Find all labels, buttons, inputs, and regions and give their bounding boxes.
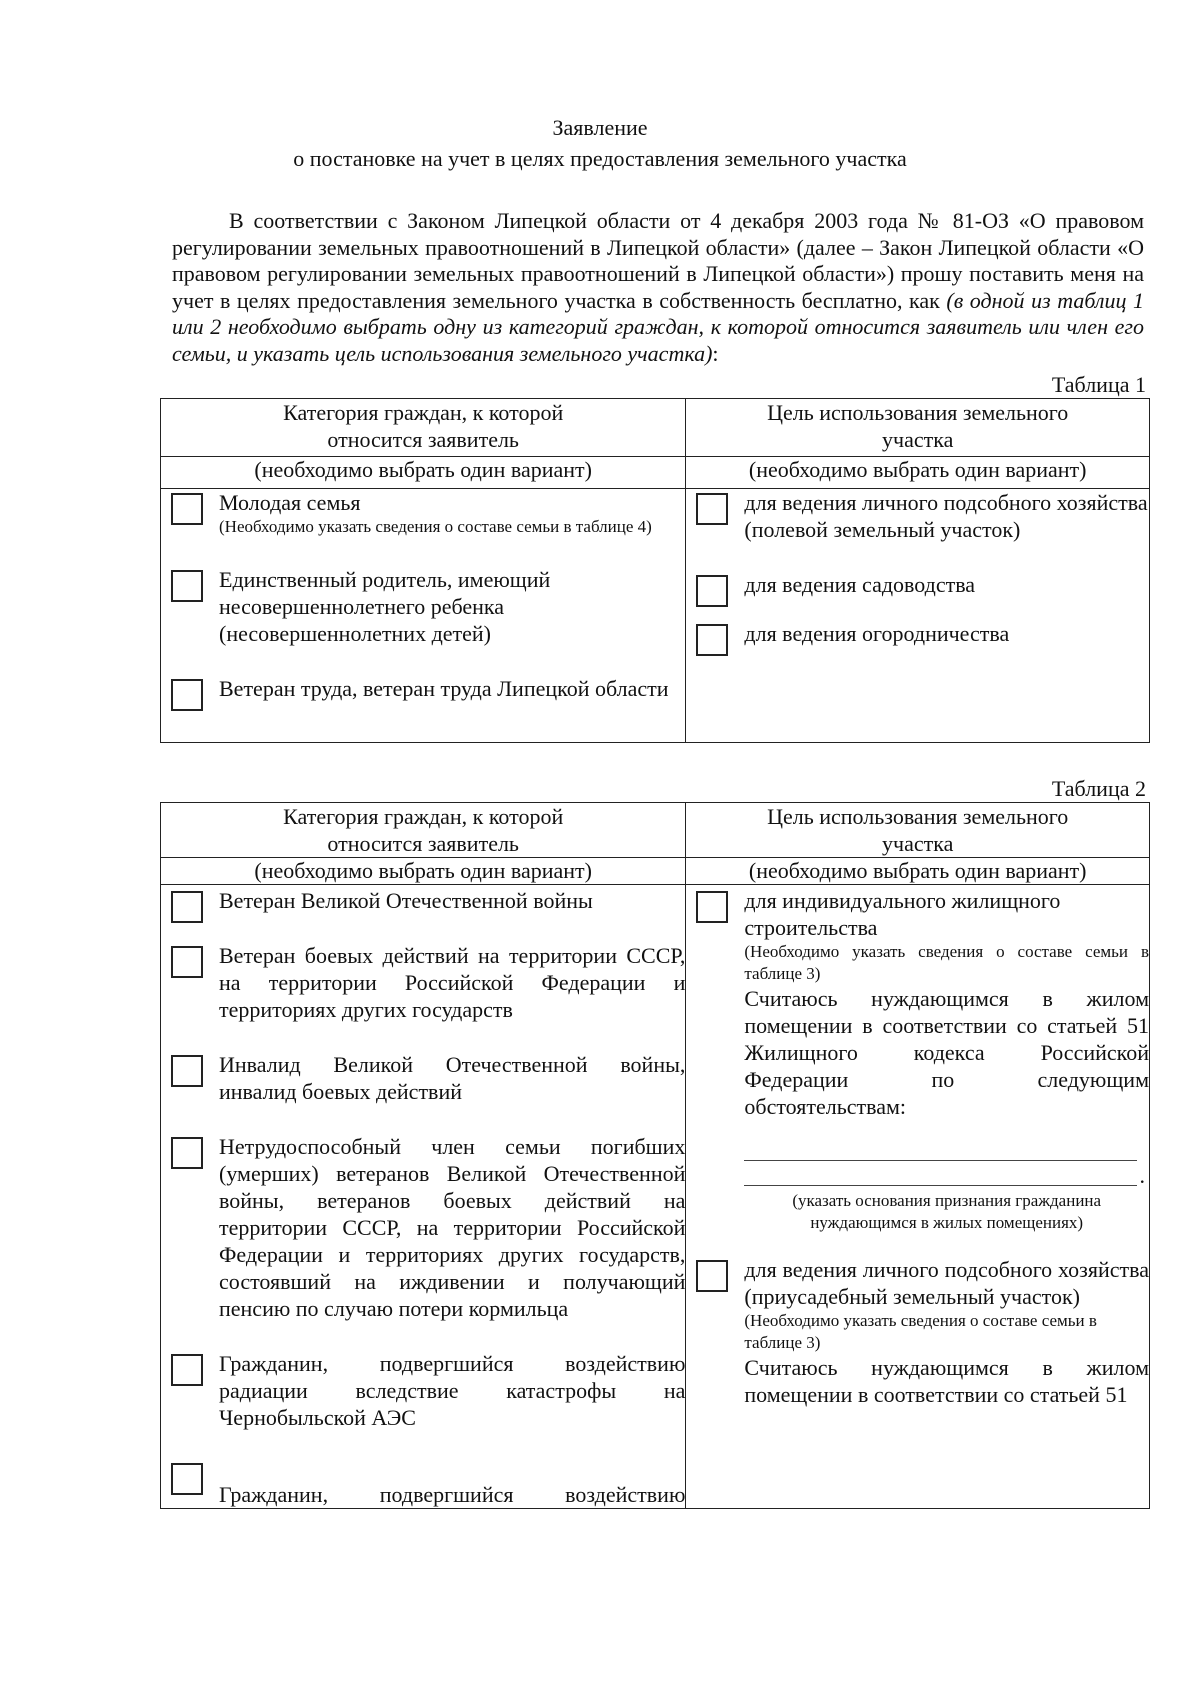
table1-col2-header: Цель использования земельного участка (686, 399, 1150, 457)
option-combat-veteran[interactable]: Ветеран боевых действий на территории СССР, на территории Российской Федерации и территориях других государств (161, 942, 685, 1023)
option-disabled-veteran[interactable]: Инвалид Великой Отечественной войны, инвалид боевых действий (161, 1051, 685, 1105)
option-note: (Необходимо указать сведения о составе семьи в таблице 4) (219, 517, 652, 536)
table1-label: Таблица 1 (1051, 372, 1146, 397)
checkbox[interactable] (171, 1137, 203, 1169)
checkbox[interactable] (171, 891, 203, 923)
document-title: Заявление (552, 115, 648, 140)
option-gardening[interactable]: для ведения садоводства (686, 571, 1149, 598)
table2-purposes (686, 885, 1150, 1509)
option-note: (Необходимо указать сведения о составе семьи в таблице 3) (744, 942, 1149, 983)
option-dependent-family-member[interactable]: Нетрудоспособный член семьи погибших (умерших) ветеранов Великой Отечественной войны, ветеранов боевых действий на территории СССР, на территории Российской Федерации и территориях других государств, состоявший на иждивении и получающий пенсию по случаю потери кормильца (161, 1133, 685, 1322)
table1-purposes (686, 489, 1150, 743)
option-housing-construction[interactable]: для индивидуального жилищного строительства (Необходимо указать сведения о составе семьи в таблице 3) Считаюсь нуждающимся в жилом помещении в соответствии со статьей 51 Жилищного кодекса Российской Федерации по следующим обстоятельствам: (686, 887, 1149, 1120)
checkbox[interactable] (696, 493, 728, 525)
document-subtitle: о постановке на учет в целях предоставления земельного участка (293, 146, 907, 171)
table2-col1-header: Категория граждан, к которой относится заявитель (161, 803, 686, 858)
housing-need-input-line1[interactable] (744, 1136, 1137, 1161)
checkbox[interactable] (171, 570, 203, 602)
table2 (160, 802, 1150, 1509)
table2-col2-sub: (необходимо выбрать один вариант) (686, 858, 1150, 885)
checkbox[interactable] (696, 891, 728, 923)
housing-need-caption: (указать основания признания гражданина нуждающимся в жилых помещениях) (792, 1191, 1102, 1232)
checkbox[interactable] (171, 1055, 203, 1087)
option-young-family[interactable]: Молодая семья (Необходимо указать сведения о составе семьи в таблице 4) (161, 489, 685, 538)
checkbox[interactable] (171, 946, 203, 978)
table1-categories (161, 489, 686, 743)
housing-need-text: Считаюсь нуждающимся в жилом помещении в соответствии со статьей 51 (744, 1355, 1149, 1407)
table1-col2-sub: (необходимо выбрать один вариант) (686, 457, 1150, 489)
option-labor-veteran[interactable]: Ветеран труда, ветеран труда Липецкой области (161, 675, 685, 702)
option-personal-farm-homestead[interactable]: для ведения личного подсобного хозяйства (приусадебный земельный участок) (Необходимо указать сведения о составе семьи в таблице 3) Считаюсь нуждающимся в жилом помещении в соответствии со статьей 51 (686, 1256, 1149, 1408)
option-vegetable-gardening[interactable]: для ведения огородничества (686, 620, 1149, 647)
housing-need-input-line2[interactable]: . (744, 1161, 1137, 1186)
intro-paragraph (172, 208, 1144, 367)
option-radiation-other[interactable]: Гражданин, подвергшийся воздействию (161, 1459, 685, 1508)
housing-need-text: Считаюсь нуждающимся в жилом помещении в соответствии со статьей 51 Жилищного кодекса Российской Федерации по следующим обстоятельствам: (744, 986, 1149, 1119)
checkbox[interactable] (696, 575, 728, 607)
intro-instruction: (в одной из таблиц 1 или 2 необходимо выбрать одну из категорий граждан, к которой относится заявитель или член его семьи, и указать цель использования земельного участка) (172, 287, 1145, 366)
option-single-parent[interactable]: Единственный родитель, имеющий несовершеннолетнего ребенка (несовершеннолетних детей) (161, 566, 685, 647)
checkbox[interactable] (171, 1354, 203, 1386)
intro-text: В соответствии с Законом Липецкой области от 4 декабря 2003 года № 81-ОЗ «О правовом регулировании земельных правоотношений в Липецкой области» (далее – Закон Липецкой области «О правовом регулировании земельных правоотношений в Липецкой области») прошу поставить меня на учет в целях предоставления земельного участка в собственность бесплатно, как (172, 208, 1144, 313)
checkbox[interactable] (171, 679, 203, 711)
table2-col1-sub: (необходимо выбрать один вариант) (161, 858, 686, 885)
option-personal-farm-field[interactable]: для ведения личного подсобного хозяйства (полевой земельный участок) (686, 489, 1149, 543)
option-wwii-veteran[interactable]: Ветеран Великой Отечественной войны (161, 887, 685, 914)
intro-end: : (712, 340, 719, 366)
table1 (160, 398, 1150, 743)
checkbox[interactable] (171, 1463, 203, 1495)
option-chernobyl[interactable]: Гражданин, подвергшийся воздействию радиации вследствие катастрофы на Чернобыльской АЭС (161, 1350, 685, 1431)
table2-col2-header: Цель использования земельного участка (686, 803, 1150, 858)
table2-label: Таблица 2 (1051, 776, 1146, 801)
table1-col1-sub: (необходимо выбрать один вариант) (161, 457, 686, 489)
checkbox[interactable] (696, 1260, 728, 1292)
table2-categories (161, 885, 686, 1509)
checkbox[interactable] (696, 624, 728, 656)
table1-col1-header: Категория граждан, к которой относится заявитель (161, 399, 686, 457)
option-note: (Необходимо указать сведения о составе семьи в таблице 3) (744, 1311, 1097, 1352)
checkbox[interactable] (171, 493, 203, 525)
